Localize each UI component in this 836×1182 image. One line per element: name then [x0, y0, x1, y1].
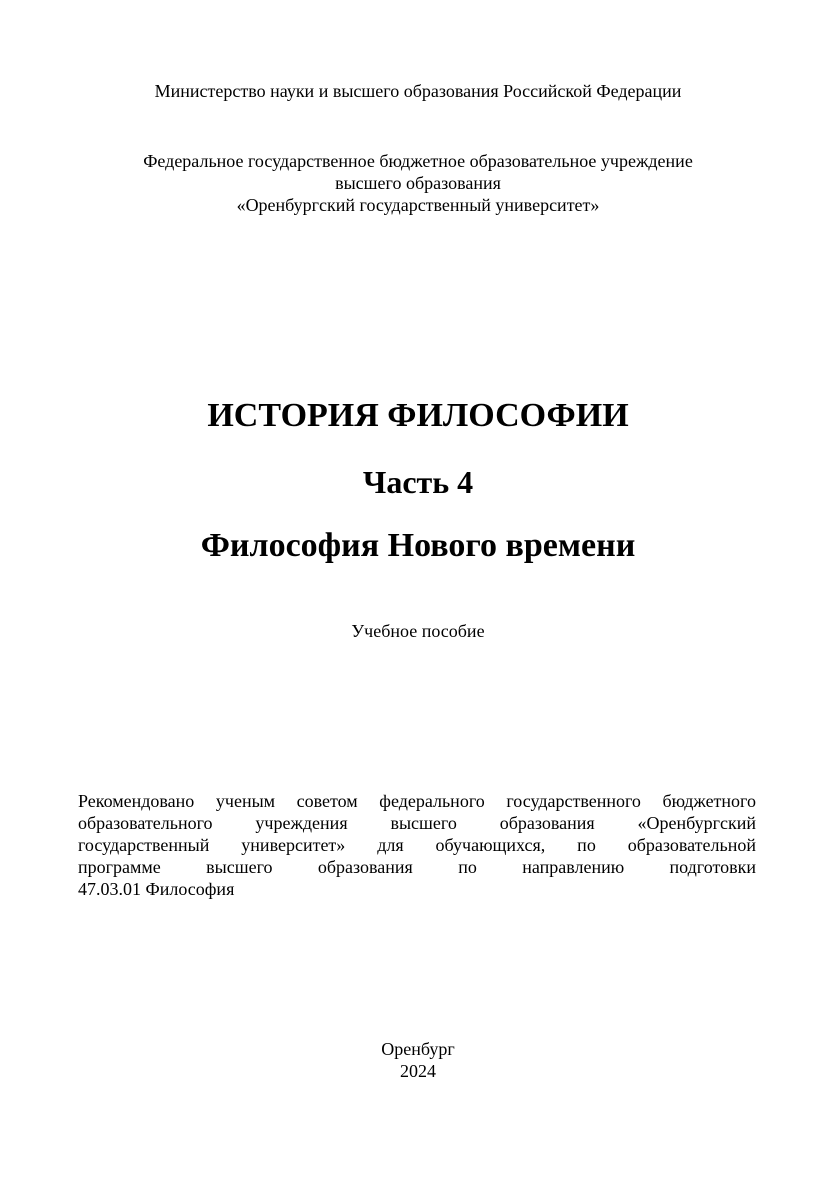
recommendation-line-1: Рекомендовано ученым советом федерального государственного бюджетного — [78, 791, 756, 811]
institution-line-2: высшего образования — [335, 173, 501, 193]
recommendation-paragraph — [78, 790, 756, 900]
document-type: Учебное пособие — [351, 621, 485, 641]
publication-year: 2024 — [400, 1061, 436, 1081]
publication-city: Оренбург — [381, 1039, 455, 1059]
recommendation-line-2: образовательного учреждения высшего образования «Оренбургский — [78, 813, 756, 833]
recommendation-line-3: государственный университет» для обучающихся, по образовательной — [78, 835, 756, 855]
institution-line-3: «Оренбургский государственный университет» — [236, 195, 600, 215]
recommendation-line-5: 47.03.01 Философия — [78, 879, 235, 899]
institution-name — [0, 150, 836, 216]
ministry-name: Министерство науки и высшего образования Российской Федерации — [154, 81, 682, 101]
recommendation-line-4: программе высшего образования по направлению подготовки — [78, 857, 756, 877]
book-subtitle: Философия Нового времени — [200, 527, 636, 564]
institution-line-1: Федеральное государственное бюджетное образовательное учреждение — [143, 151, 693, 171]
book-part: Часть 4 — [362, 464, 474, 500]
book-title: ИСТОРИЯ ФИЛОСОФИИ — [207, 397, 629, 434]
